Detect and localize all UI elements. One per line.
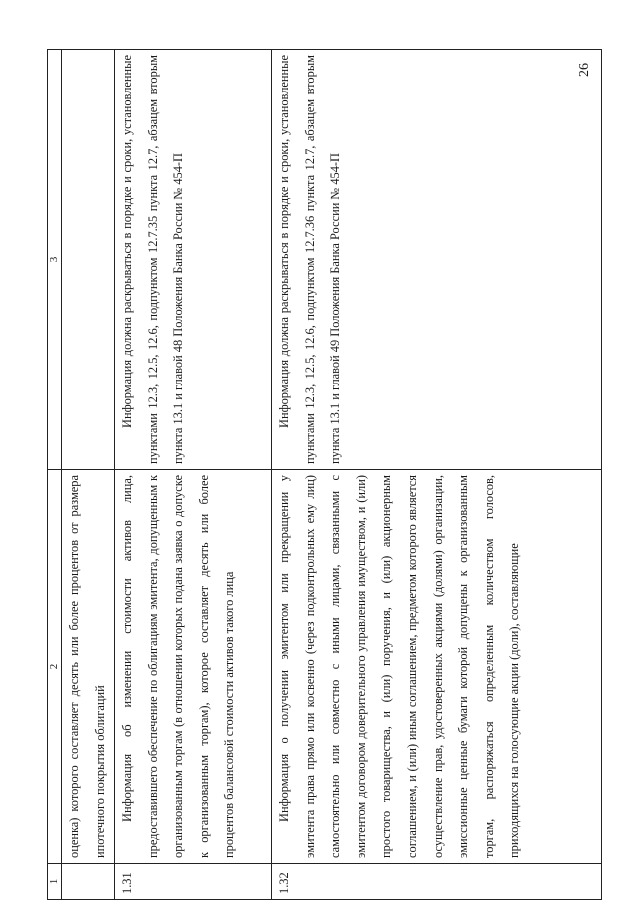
row-disclosure-rule-text: Информация должна раскрываться в порядке и сроки, установленные пунктами 12.3, 12.5, 12.6, подпунктом 12.7.35 пункта 12.7, абзацем вторым пункта 13.1 и главой 48 Положения Банка России № 454-П [120,55,186,464]
row-number: 1.32 [272,864,602,900]
rotated-landscape-content [47,50,602,900]
row-disclosure-rule [62,50,115,470]
row-description [272,470,602,864]
row-description [115,470,272,864]
row-description [62,470,115,864]
table-row-1-32 [272,50,602,900]
row-number: 1.31 [115,864,272,900]
disclosure-table [47,49,602,900]
row-disclosure-rule-text: Информация должна раскрываться в порядке и сроки, установленные пунктами 12.3, 12.5, 12.6, подпунктом 12.7.36 пункта 12.7, абзацем вторым пункта 13.1 и главой 49 Положения Банка России № 454-П [277,55,343,464]
row-disclosure-rule [272,50,602,470]
row-description-text: оценка) которого составляет десять или более процентов от размера ипотечного покрытия облигаций [67,475,107,858]
table-row-continuation [62,50,115,900]
header-col-3: 3 [48,50,62,470]
row-disclosure-rule [115,50,272,470]
table-header-row [48,50,62,900]
row-number [62,864,115,900]
header-col-1: 1 [48,864,62,900]
page-number: 26 [577,63,592,77]
header-col-2: 2 [48,470,62,864]
table-row-1-31 [115,50,272,900]
row-description-text: Информация о получении эмитентом или прекращении у эмитента права прямо или косвенно (через подконтрольных ему лиц) самостоятельно или совместно с иными лицами, связанными с эмитентом договором доверительного управления имуществом, и (или) простого товарищества, и (или) поручения, и (или) акционерным соглашением, и (или) иным соглашением, предметом которого является осуществление прав, удостоверенных акциями (долями) организации, эмиссионные ценные бумаги которой допущены к организованным торгам, распоряжаться определенным количеством голосов, приходящихся на голосующие акции (доли), составляющие [277,475,522,858]
row-description-text: Информация об изменении стоимости активов лица, предоставившего обеспечение по облигациям эмитента, допущенным к организованным торгам (в отношении которых подана заявка о допуске к организованным торгам), которое составляет десять или более процентов балансовой стоимости активов такого лица [120,475,237,858]
